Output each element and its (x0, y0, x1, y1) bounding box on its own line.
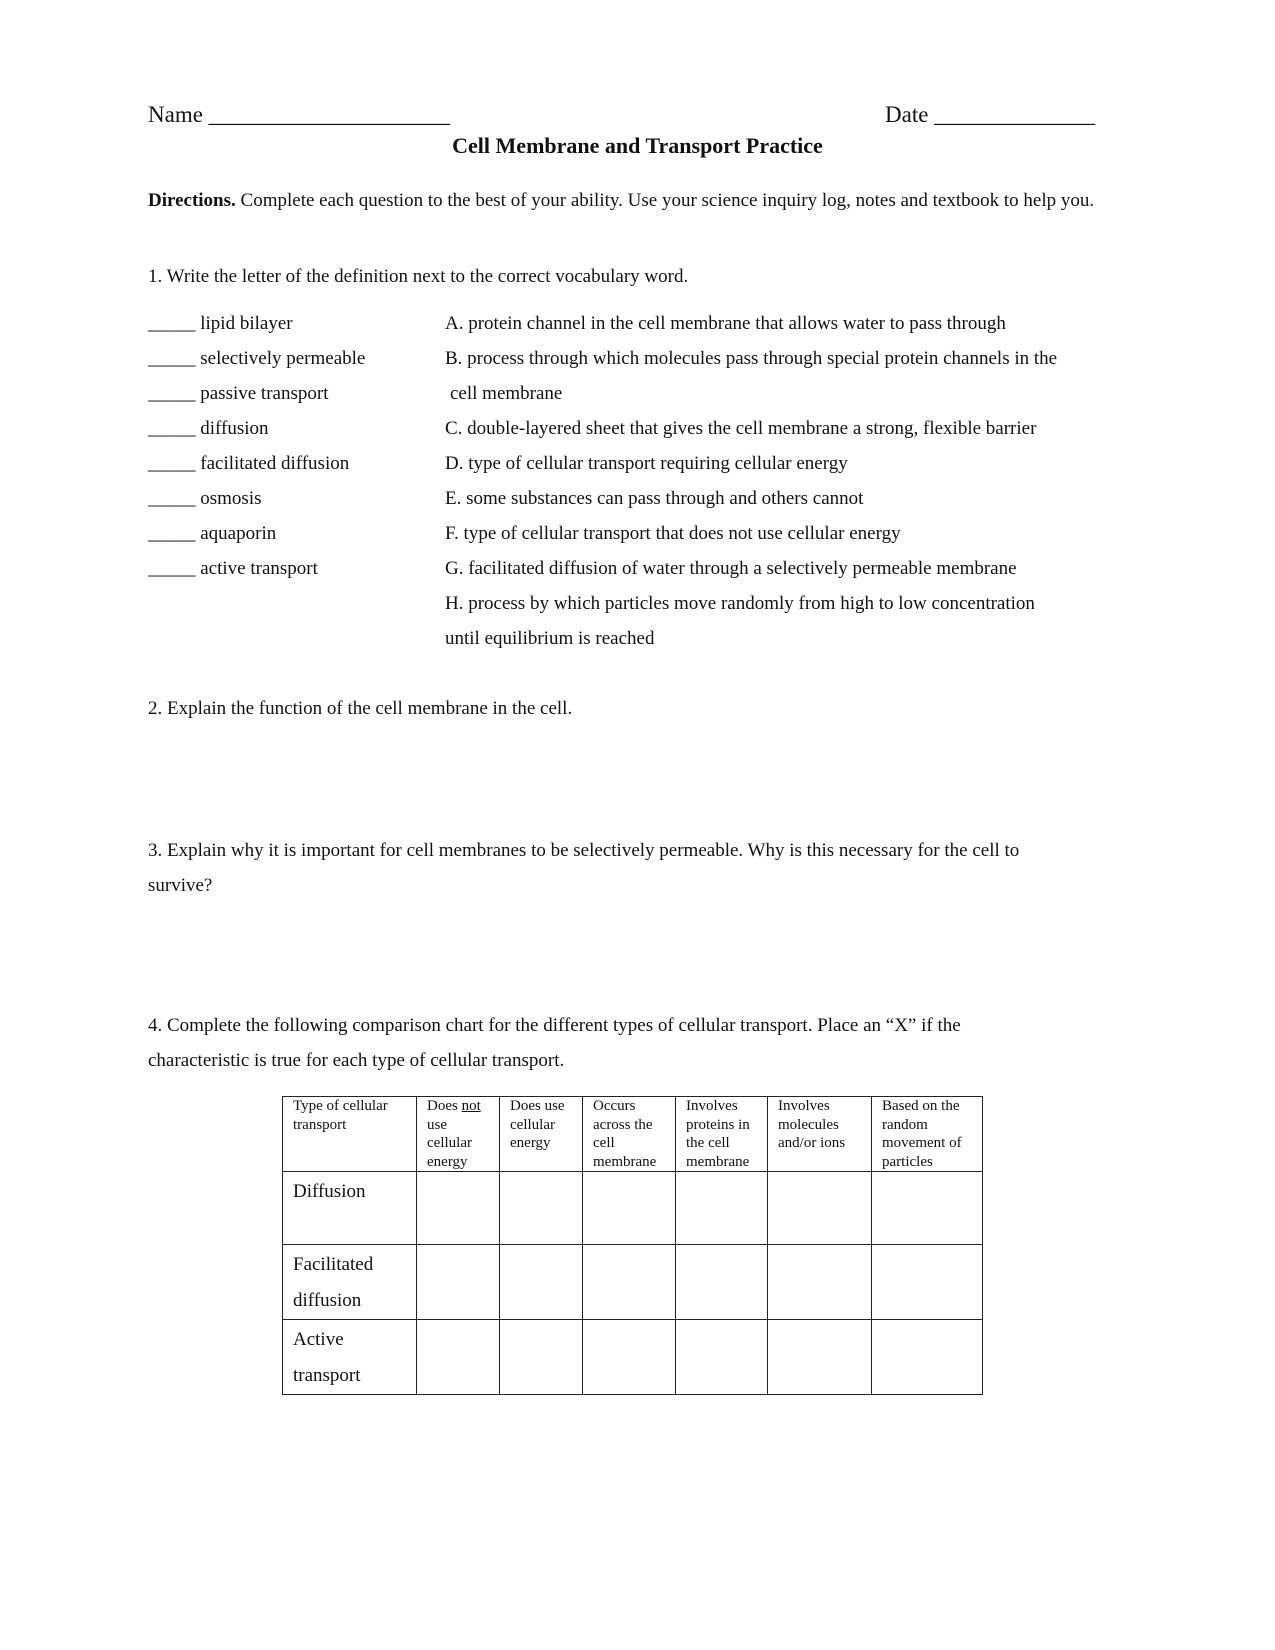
table-header-row (283, 1097, 983, 1172)
column-header: Involves molecules and/or ions (768, 1097, 872, 1172)
date-blank[interactable]: ______________ (934, 102, 1096, 127)
vocab-word[interactable]: _____ osmosis (148, 488, 262, 509)
answer-cell[interactable] (417, 1320, 500, 1395)
q4-prompt-line1: 4. Complete the following comparison chart for the different types of cellular transport. Place an “X” if the (148, 1015, 961, 1036)
column-header (417, 1097, 500, 1172)
vocab-word[interactable]: _____ selectively permeable (148, 348, 366, 369)
answer-cell[interactable] (583, 1320, 676, 1395)
column-header: Type of cellular transport (283, 1097, 417, 1172)
vocab-word[interactable]: _____ active transport (148, 558, 318, 579)
definition: F. type of cellular transport that does not use cellular energy (445, 523, 901, 544)
row-label: Active transport (283, 1320, 417, 1395)
answer-cell[interactable] (768, 1245, 872, 1320)
column-header: Involves proteins in the cell membrane (676, 1097, 768, 1172)
answer-cell[interactable] (872, 1245, 983, 1320)
name-blank[interactable]: _____________________ (208, 102, 451, 127)
q2-answer-area[interactable] (148, 728, 1108, 828)
answer-cell[interactable] (417, 1245, 500, 1320)
table-row (283, 1320, 983, 1395)
vocab-word[interactable]: _____ passive transport (148, 383, 329, 404)
table-row (283, 1245, 983, 1320)
answer-cell[interactable] (583, 1172, 676, 1245)
date-label: Date (885, 102, 929, 127)
definition: H. process by which particles move randomly from high to low concentration (445, 593, 1035, 614)
definition: A. protein channel in the cell membrane that allows water to pass through (445, 313, 1006, 334)
row-label: Facilitated diffusion (283, 1245, 417, 1320)
answer-cell[interactable] (676, 1245, 768, 1320)
name-field (148, 102, 450, 128)
table-row (283, 1172, 983, 1245)
comparison-chart (282, 1096, 983, 1395)
q1-prompt: 1. Write the letter of the definition next to the correct vocabulary word. (148, 266, 689, 287)
page-title: Cell Membrane and Transport Practice (452, 133, 823, 158)
answer-cell[interactable] (676, 1172, 768, 1245)
answer-cell[interactable] (768, 1172, 872, 1245)
definition: cell membrane (450, 383, 563, 404)
header-part: use cellular energy (427, 1116, 472, 1170)
row-label: Diffusion (283, 1172, 417, 1245)
answer-cell[interactable] (500, 1320, 583, 1395)
vocab-word[interactable]: _____ aquaporin (148, 523, 277, 544)
definition: G. facilitated diffusion of water through a selectively permeable membrane (445, 558, 1017, 579)
q3-prompt-line1: 3. Explain why it is important for cell membranes to be selectively permeable. Why is this necessary for the cell to (148, 840, 1020, 861)
date-field (885, 102, 1095, 128)
q4-prompt-line2: characteristic is true for each type of cellular transport. (148, 1050, 565, 1071)
answer-cell[interactable] (583, 1245, 676, 1320)
answer-cell[interactable] (768, 1320, 872, 1395)
definition: until equilibrium is reached (445, 628, 655, 649)
q2-prompt: 2. Explain the function of the cell membrane in the cell. (148, 698, 573, 719)
answer-cell[interactable] (676, 1320, 768, 1395)
vocab-word[interactable]: _____ lipid bilayer (148, 313, 293, 334)
column-header: Based on the random movement of particles (872, 1097, 983, 1172)
directions (148, 188, 1108, 213)
header-underlined-not: not (461, 1098, 481, 1114)
column-header: Does use cellular energy (500, 1097, 583, 1172)
answer-cell[interactable] (872, 1172, 983, 1245)
answer-cell[interactable] (500, 1245, 583, 1320)
definition: D. type of cellular transport requiring cellular energy (445, 453, 848, 474)
vocab-word[interactable]: _____ facilitated diffusion (148, 453, 350, 474)
definition: C. double-layered sheet that gives the cell membrane a strong, flexible barrier (445, 418, 1037, 439)
directions-label: Directions. (148, 190, 236, 211)
q3-prompt-line2: survive? (148, 875, 213, 896)
name-label: Name (148, 102, 203, 127)
answer-cell[interactable] (500, 1172, 583, 1245)
definition: E. some substances can pass through and others cannot (445, 488, 864, 509)
q3-answer-area[interactable] (148, 905, 1108, 1005)
vocab-word[interactable]: _____ diffusion (148, 418, 269, 439)
answer-cell[interactable] (417, 1172, 500, 1245)
answer-cell[interactable] (872, 1320, 983, 1395)
header-part: Does (427, 1098, 462, 1114)
directions-text: Complete each question to the best of your ability. Use your science inquiry log, notes and textbook to help you. (235, 190, 1095, 211)
definition: B. process through which molecules pass through special protein channels in the (445, 348, 1058, 369)
column-header: Occurs across the cell membrane (583, 1097, 676, 1172)
